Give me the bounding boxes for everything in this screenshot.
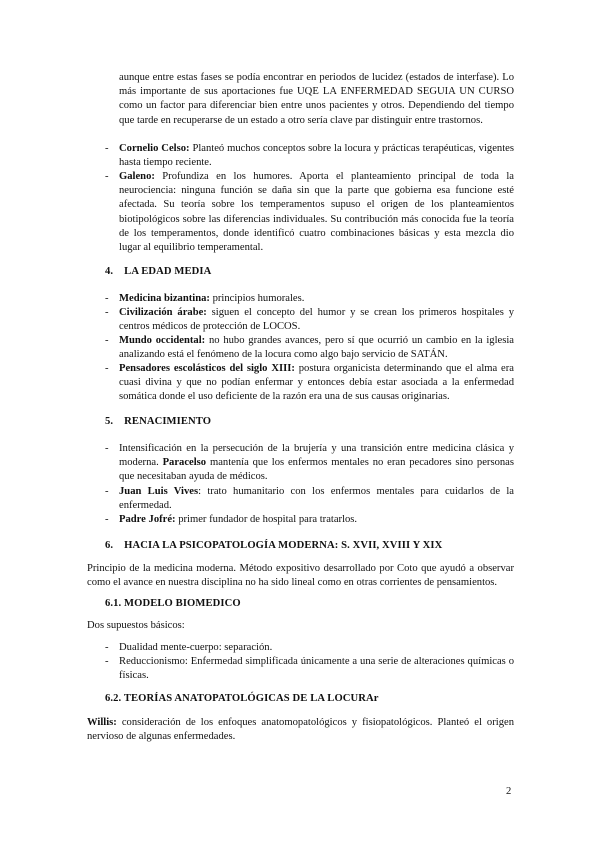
list-item-text <box>119 142 514 170</box>
list-item-medicina-bizantina <box>105 292 514 306</box>
section-heading-6-1: 6.1. MODELO BIOMEDICO <box>105 598 241 609</box>
section-6-2-paragraph <box>87 716 514 744</box>
bullet-dash: - <box>105 171 109 182</box>
item-description: : trato humanitario con los enfermos mentales para cuidarlos de la enfermedad. <box>119 486 514 512</box>
item-term: Pensadores escolásticos del siglo XIII: <box>119 363 295 374</box>
list-item-dualidad <box>105 641 514 655</box>
section-heading-5 <box>105 415 211 429</box>
item-description: primer fundador de hospital para tratarlos. <box>175 514 358 525</box>
page-number: 2 <box>506 786 512 797</box>
bullet-dash: - <box>105 443 109 454</box>
item-intro: Intensificación en la persecución de la brujería y una transición entre medicina clásica y moderna. <box>119 443 514 469</box>
bullet-dash: - <box>105 656 109 667</box>
section-6-paragraph: Principio de la medicina moderna. Método expositivo desarrollado por Coto que ayudó a observar como el avance en nuestra disciplina no ha sido lineal como en otras corrientes de pensamientos. <box>87 563 514 589</box>
list-item-padre-jofre <box>105 513 514 527</box>
item-term: Civilización árabe: <box>119 307 207 318</box>
section-heading-6-2: 6.2. TEORÍAS ANATOPATOLÓGICAS DE LA LOCURAr <box>105 693 379 704</box>
section-heading-6 <box>105 539 442 553</box>
section-heading-4 <box>105 265 211 279</box>
bullet-dash: - <box>105 335 109 346</box>
bullet-dash: - <box>105 363 109 374</box>
list-item-text <box>119 334 514 362</box>
item-term: Paracelso <box>162 457 207 469</box>
intro-paragraph: aunque entre estas fases se podía encontrar en periodos de lucidez (estados de interfase). Lo más importante de sus aportaciones fue UQE LA ENFERMEDAD SEGUIA UN CURSO como un factor para diferenciar bien entre unos pacientes y otros. Dependiendo del tiempo que tarde en recuperarse de un estado a otro sería clave par distinguir entre trastornos. <box>119 72 514 126</box>
list-item-text: Reduccionismo: Enfermedad simplificada únicamente a una serie de alteraciones químicas o físicas. <box>119 656 514 682</box>
list-item-text <box>119 306 514 334</box>
section-number: 5. <box>105 416 114 427</box>
list-item-text <box>119 170 514 255</box>
item-description: mantenía que los enfermos mentales no eran pecadores sino personas que necesitaban ayuda de médicos. <box>119 457 514 483</box>
section-title: RENACIMIENTO <box>124 416 212 427</box>
list-item-juan-luis-vives <box>105 485 514 513</box>
item-description: consideración de los enfoques anatomopatológicos y fisiopatológicos. Planteó el origen nervioso de algunas enfermedades. <box>87 717 514 743</box>
list-item-text <box>119 513 514 527</box>
list-item-pensadores-escolasticos <box>105 362 514 405</box>
bullet-dash: - <box>105 143 109 154</box>
list-item-text <box>119 292 514 306</box>
item-description: principios humorales. <box>209 293 305 304</box>
section-title: LA EDAD MEDIA <box>124 266 212 277</box>
item-description: Profundiza en los humores. Aporta el planteamiento principal de toda la neurociencia: ninguna función se daña sin que la parte que gobierna esa funcione esté afectada. Su teoría sobre los temperamentos supuso el origen de los planteamientos biotipológicos sobre las diferencias individuales. Su contribución más conocida fue la teoría de los temperamentos, donde identificó cuatro combinaciones básicas y esta mezcla dio lugar al equilibrio temperamental. <box>119 171 514 254</box>
list-item-text <box>119 485 514 513</box>
item-term: Padre Jofré: <box>119 514 176 525</box>
list-item-text: Dualidad mente-cuerpo: separación. <box>119 642 273 653</box>
item-term: Willis: <box>87 717 117 728</box>
item-term: Cornelio Celso: <box>119 143 190 154</box>
section-title: HACIA LA PSICOPATOLOGÍA MODERNA: S. XVII, XVIII Y XIX <box>124 540 443 551</box>
section-number: 4. <box>105 266 114 277</box>
list-item-text <box>119 362 514 405</box>
section-number: 6. <box>105 540 114 551</box>
list-item-civilizacion-arabe <box>105 306 514 334</box>
item-term: Mundo occidental: <box>119 335 206 346</box>
bullet-dash: - <box>105 486 109 497</box>
list-item-galeno <box>105 170 514 255</box>
item-term: Juan Luis Vives <box>119 486 199 497</box>
list-item-cornelio-celso <box>105 142 514 170</box>
list-item-text <box>119 442 514 485</box>
bullet-dash: - <box>105 307 109 318</box>
list-item-reduccionismo <box>105 655 514 683</box>
item-description: Planteó muchos conceptos sobre la locura y prácticas terapéuticas, vigentes hasta tiempo reciente. <box>119 143 514 169</box>
list-item-brujeria-paracelso <box>105 442 514 485</box>
bullet-dash: - <box>105 514 109 525</box>
item-term: Medicina bizantina: <box>119 293 210 304</box>
bullet-dash: - <box>105 642 109 653</box>
item-description: siguen el concepto del humor y se crean los primeros hospitales y centros médicos de protección de LOCOS. <box>119 307 514 333</box>
bullet-dash: - <box>105 293 109 304</box>
item-description: no hubo grandes avances, pero sí que ocurrió un cambio en la iglesia analizando está el fenómeno de la locura como algo bajo servicio de SATÁN. <box>119 335 514 361</box>
list-item-mundo-occidental <box>105 334 514 362</box>
section-6-1-intro: Dos supuestos básicos: <box>87 620 185 631</box>
item-term: Galeno: <box>119 171 155 182</box>
item-description: postura organicista determinando que el alma era cuasi divina y que no podían enfermar y entonces debía estar asociada a la enfermedad somática donde el uso deficiente de la razón era una de sus causas originarias. <box>119 363 514 403</box>
